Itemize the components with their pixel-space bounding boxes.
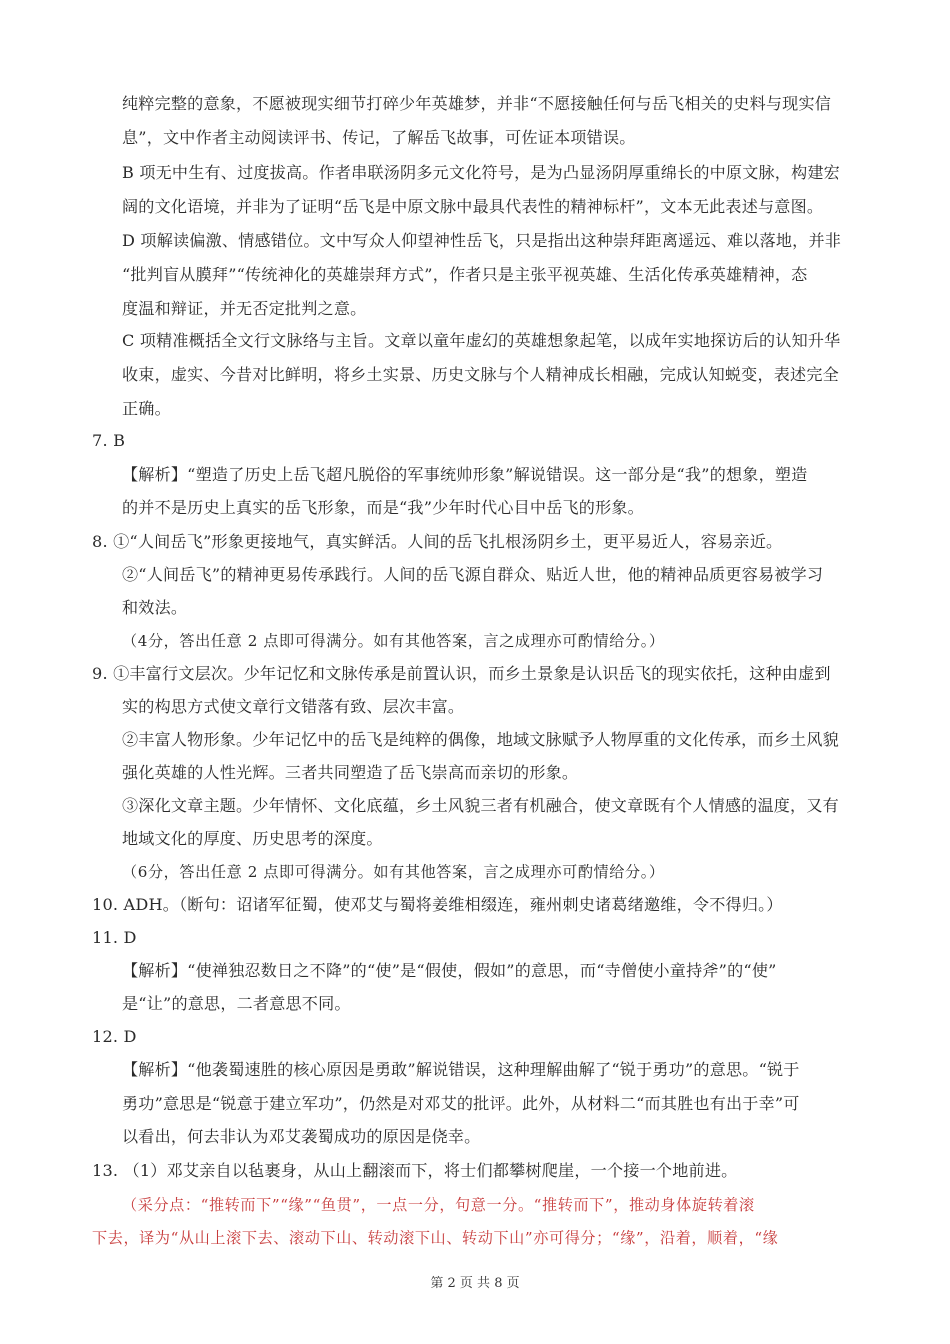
text-line: B 项无中生有、过度拔高。作者串联汤阴多元文化符号，是为凸显汤阴厚重绵长的中原文脉，构建宏 [122,163,840,182]
text-line: 是“让”的意思，二者意思不同。 [122,994,351,1013]
text-line: 收束，虚实、今昔对比鲜明，将乡土实景、历史文脉与个人精神成长相融，完成认知蜕变，表述完全 [122,365,839,384]
text-line: ②“人间岳飞”的精神更易传承践行。人间的岳飞源自群众、贴近人世，他的精神品质更容易被学习 [122,565,824,584]
text-line: 的并不是历史上真实的岳飞形象，而是“我”少年时代心目中岳飞的形象。 [122,498,644,517]
answer-10: 10. ADH。（断句：诏诸军征蜀，使邓艾与蜀将姜维相缀连，雍州刺史诸葛绪邀维，令不得归。） [92,895,783,914]
text-line: ③深化文章主题。少年情怀、文化底蕴，乡土风貌三者有机融合，使文章既有个人情感的温度，又有 [122,796,839,815]
page-footer: 第 2 页 共 8 页 [430,1276,520,1291]
answer-12: 12. D [92,1027,137,1046]
text-line: C 项精准概括全文行文脉络与主旨。文章以童年虚幻的英雄想象起笔，以成年实地探访后的认知升华 [122,331,841,350]
text-line: 实的构思方式使文章行文错落有致、层次丰富。 [122,697,465,716]
text-line: D 项解读偏激、情感错位。文中写众人仰望神性岳飞，只是指出这种崇拜距离遥远、难以落地，并非 [122,231,842,250]
text-line: 【解析】“他袭蜀速胜的核心原因是勇敢”解说错误，这种理解曲解了“锐于勇功”的意思。“锐于 [122,1060,800,1079]
scoring-note-red: 下去，译为“从山上滚下去、滚动下山、转动滚下山、转动下山”亦可得分；“缘”，沿着，顺着，“缘 [92,1229,779,1247]
text-line: 和效法。 [122,598,188,617]
text-line: ②丰富人物形象。少年记忆中的岳飞是纯粹的偶像，地域文脉赋予人物厚重的文化传承，而乡土风貌 [122,730,839,749]
text-line: 度温和辩证，并无否定批判之意。 [122,299,367,318]
answer-11: 11. D [92,928,137,947]
answer-9: 9. ①丰富行文层次。少年记忆和文脉传承是前置认识，而乡土景象是认识岳飞的现实依托，这种由虚到 [92,664,831,683]
text-line: 息”，文中作者主动阅读评书、传记，了解岳飞故事，可佐证本项错误。 [122,128,636,147]
text-line: 以看出，何去非认为邓艾袭蜀成功的原因是侥幸。 [122,1127,481,1146]
scoring-note-red [122,1194,950,1216]
text-line: 纯粹完整的意象，不愿被现实细节打碎少年英雄梦，并非“不愿接触任何与岳飞相关的史料与现实信 [122,94,832,113]
text-line: 强化英雄的人性光辉。三者共同塑造了岳飞崇高而亲切的形象。 [122,763,579,782]
text-line: “批判盲从膜拜”“传统神化的英雄崇拜方式”，作者只是主张平视英雄、生活化传承英雄精神，态 [122,265,808,284]
scoring-note: （6分，答出任意 2 点即可得满分。如有其他答案，言之成理亦可酌情给分。） [122,863,665,881]
text-line: 【解析】“使禅独忍数日之不降”的“使”是“假使，假如”的意思，而“寺僧使小童持斧”的“使” [122,961,777,980]
text-line: 阔的文化语境，并非为了证明“岳飞是中原文脉中最具代表性的精神标杆”，文本无此表述与意图。 [122,197,824,216]
scoring-note: （4分，答出任意 2 点即可得满分。如有其他答案，言之成理亦可酌情给分。） [122,632,665,650]
scoring-note-part: “推转而下”，推动身体旋转着滚 [533,1196,755,1214]
answer-7: 7. B [92,431,126,450]
answer-13: 13. （1）邓艾亲自以毡裹身，从山上翻滚而下，将士们都攀树爬崖，一个接一个地前进。 [92,1161,738,1180]
text-line: 勇功”意思是“锐意于建立军功”，仍然是对邓艾的批评。此外，从材料二“而其胜也有出于幸”可 [122,1094,800,1113]
scoring-note-part: （采分点：“推转而下”“缘”“鱼贯”，一点一分，句意一分。 [122,1196,534,1214]
text-line: 正确。 [122,399,171,418]
text-line: 【解析】“塑造了历史上岳飞超凡脱俗的军事统帅形象”解说错误。这一部分是“我”的想象，塑造 [122,465,808,484]
text-line: 地域文化的厚度、历史思考的深度。 [122,829,383,848]
answer-8: 8. ①“人间岳飞”形象更接地气，真实鲜活。人间的岳飞扎根汤阴乡土，更平易近人，容易亲近。 [92,532,783,551]
